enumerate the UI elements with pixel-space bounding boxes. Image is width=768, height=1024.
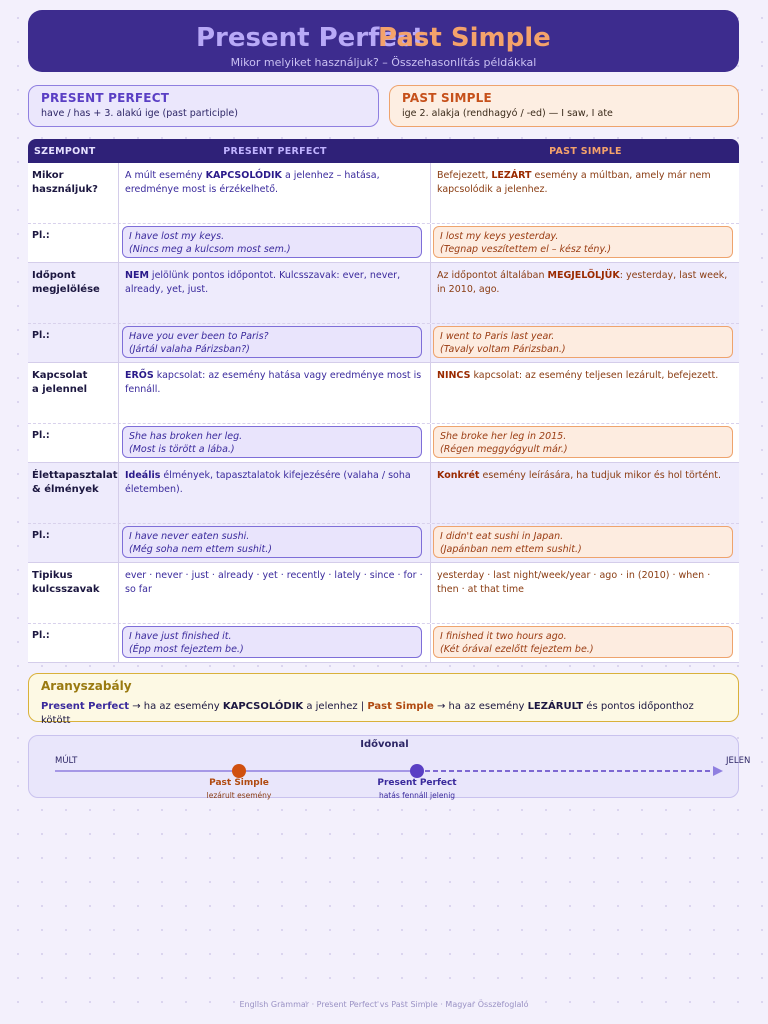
present-perfect-cell xyxy=(119,163,431,223)
aspect-label-line-1: Tipikus xyxy=(32,570,73,581)
example-label: Pl.: xyxy=(32,630,50,641)
aspect-label-line-2: a jelennel xyxy=(32,384,88,395)
pp-example-cell xyxy=(119,324,431,362)
ps-example-sentence: I lost my keys yesterday. xyxy=(440,231,559,242)
pp-example-sentence: Have you ever been to Paris? xyxy=(129,331,269,342)
header-past-simple: PAST SIMPLE xyxy=(549,146,622,157)
ps-example-box xyxy=(433,226,733,258)
pp-example-translation: (Épp most fejeztem be.) xyxy=(129,644,244,655)
present-perfect-cell xyxy=(119,463,431,523)
table-row xyxy=(28,463,739,524)
aspect-label-line-1: Mikor xyxy=(32,170,64,181)
ps-keyword: NINCS xyxy=(437,370,471,381)
ps-example-cell xyxy=(431,424,739,462)
example-row xyxy=(28,324,739,363)
present-perfect-cell xyxy=(119,363,431,423)
ps-keyword: LEZÁRT xyxy=(491,170,532,181)
aspect-cell xyxy=(28,163,119,223)
example-label-cell xyxy=(28,324,119,362)
rule-text-4: és pontos időponthoz kötött xyxy=(41,701,694,726)
pp-example-box xyxy=(122,426,422,458)
table-row xyxy=(28,263,739,324)
past-simple-definition-title: PAST SIMPLE xyxy=(402,91,492,105)
golden-rule-box xyxy=(28,673,739,726)
pp-example-box xyxy=(122,326,422,358)
ps-text-end: esemény a múltban, amely már nem kapcsolódik a jelenhez. xyxy=(437,170,711,195)
example-row xyxy=(28,524,739,563)
pp-example-cell xyxy=(119,424,431,462)
page-title xyxy=(28,22,739,58)
pp-keyword: ERŐS xyxy=(125,370,154,381)
timeline-present-perfect-sub: hatás fennáll jelenig xyxy=(378,791,456,800)
pp-example-cell xyxy=(119,524,431,562)
ps-example-cell xyxy=(431,224,739,262)
table-row xyxy=(28,163,739,224)
pp-text-end: jelölünk pontos időpontot. Kulcsszavak: ever, never, already, yet, just. xyxy=(125,270,401,295)
timeline-end-label: JELEN xyxy=(726,756,751,766)
pp-text-end: élmények, tapasztalatok kifejezésére (valaha / soha életemben). xyxy=(125,470,411,495)
aspect-cell xyxy=(28,463,119,523)
ps-example-sentence: I finished it two hours ago. xyxy=(440,631,567,642)
timeline-title: Idővonal xyxy=(360,739,409,750)
title-present-perfect: Present Perfect xyxy=(196,23,425,53)
pp-text-start: A múlt esemény xyxy=(125,170,206,181)
timeline-arrow-icon xyxy=(713,766,723,776)
aspect-label-line-2: megjelölése xyxy=(32,284,100,295)
pp-example-sentence: I have just finished it. xyxy=(129,631,232,642)
ps-example-sentence: I went to Paris last year. xyxy=(440,331,555,342)
rule-keyword-1: KAPCSOLÓDIK xyxy=(222,701,304,712)
pp-example-translation: (Jártál valaha Párizsban?) xyxy=(129,344,250,355)
ps-example-translation: (Régen meggyógyult már.) xyxy=(440,444,568,455)
rule-past-simple-label: Past Simple xyxy=(367,701,434,712)
pp-example-box xyxy=(122,226,422,258)
aspect-label-line-2: kulcsszavak xyxy=(32,584,100,595)
comparison-table-header xyxy=(28,139,739,163)
past-simple-cell xyxy=(431,363,739,423)
timeline-box xyxy=(28,735,751,800)
present-perfect-definition xyxy=(28,85,379,127)
page-header xyxy=(28,10,739,72)
example-label-cell xyxy=(28,524,119,562)
ps-example-cell xyxy=(431,524,739,562)
ps-example-sentence: She broke her leg in 2015. xyxy=(440,431,567,442)
ps-example-cell xyxy=(431,624,739,662)
present-perfect-cell xyxy=(119,563,431,623)
past-simple-cell xyxy=(431,163,739,223)
golden-rule-title: Aranyszabály xyxy=(41,679,132,693)
present-perfect-definition-title: PRESENT PERFECT xyxy=(41,91,170,105)
pp-example-translation: (Most is törött a lába.) xyxy=(129,444,235,455)
aspect-cell xyxy=(28,263,119,323)
pp-example-sentence: I have lost my keys. xyxy=(129,231,225,242)
ps-text-end: esemény leírására, ha tudjuk mikor és hol történt. xyxy=(479,470,721,481)
ps-keyword: MEGJELÖLJÜK xyxy=(547,270,620,281)
ps-example-translation: (Tavaly voltam Párizsban.) xyxy=(440,344,566,355)
past-simple-cell xyxy=(431,263,739,323)
example-label-cell xyxy=(28,224,119,262)
example-row xyxy=(28,224,739,263)
pp-text-end: a jelenhez – hatása, eredménye most is érzékelhető. xyxy=(125,170,380,195)
ps-example-translation: (Két órával ezelőtt fejeztem be.) xyxy=(440,644,594,655)
ps-example-cell xyxy=(431,324,739,362)
example-row xyxy=(28,624,739,663)
ps-keyword: Konkrét xyxy=(437,470,480,481)
ps-example-translation: (Japánban nem ettem sushit.) xyxy=(440,544,582,555)
example-label: Pl.: xyxy=(32,330,50,341)
ps-text-start: Az időpontot általában xyxy=(437,270,548,281)
pp-text-start: ever · never · just · already · yet · recently · lately · since · for · so far xyxy=(125,570,423,595)
rule-text-2: a jelenhez | xyxy=(303,701,368,712)
pp-example-sentence: I have never eaten sushi. xyxy=(129,531,250,542)
example-label: Pl.: xyxy=(32,230,50,241)
past-simple-cell xyxy=(431,463,739,523)
rule-keyword-2: LEZÁRULT xyxy=(527,701,584,712)
aspect-label-line-1: Élettapasztalat xyxy=(32,470,118,481)
rule-text-1: → ha az esemény xyxy=(129,701,223,712)
present-perfect-formula: have / has + 3. alakú ige (past participle) xyxy=(41,108,238,119)
aspect-label-line-2: & élmények xyxy=(32,484,99,495)
pp-example-cell xyxy=(119,224,431,262)
present-perfect-marker xyxy=(410,764,424,778)
pp-example-cell xyxy=(119,624,431,662)
timeline-past-simple-label: Past Simple xyxy=(209,778,269,788)
rule-text-3: → ha az esemény xyxy=(433,701,528,712)
page-footer: English Grammar · Present Perfect vs Past Simple · Magyar Összefoglaló xyxy=(239,1000,529,1009)
rule-present-perfect-label: Present Perfect xyxy=(41,701,130,712)
ps-example-translation: (Tegnap veszítettem el – kész tény.) xyxy=(440,244,612,255)
aspect-label-line-2: használjuk? xyxy=(32,184,98,195)
golden-rule-text xyxy=(41,700,726,728)
past-simple-cell xyxy=(431,563,739,623)
page-subtitle: Mikor melyiket használjuk? – Összehasonlítás példákkal xyxy=(230,56,537,69)
ps-text-start: yesterday · last night/week/year · ago · in (2010) · when · then · at that time xyxy=(437,570,711,595)
table-row xyxy=(28,363,739,424)
ps-text-end: : yesterday, last week, in 2010, ago. xyxy=(437,270,728,295)
pp-example-box xyxy=(122,626,422,658)
ps-example-box xyxy=(433,326,733,358)
timeline-past-simple-sub: lezárult esemény xyxy=(206,791,272,800)
example-label-cell xyxy=(28,624,119,662)
example-row xyxy=(28,424,739,463)
table-row xyxy=(28,563,739,624)
aspect-label-line-1: Kapcsolat xyxy=(32,370,88,381)
title-past-simple: Past Simple xyxy=(378,23,551,53)
example-label: Pl.: xyxy=(32,530,50,541)
example-label: Pl.: xyxy=(32,430,50,441)
aspect-cell xyxy=(28,363,119,423)
pp-example-box xyxy=(122,526,422,558)
past-simple-definition xyxy=(389,85,739,127)
aspect-label-line-1: Időpont xyxy=(32,270,76,281)
present-perfect-cell xyxy=(119,263,431,323)
ps-example-box xyxy=(433,626,733,658)
ps-text-start: Befejezett, xyxy=(437,170,492,181)
pp-text-end: kapcsolat: az esemény hatása vagy eredménye most is fennáll. xyxy=(125,370,422,395)
ps-example-sentence: I didn't eat sushi in Japan. xyxy=(440,531,564,542)
pp-example-translation: (Nincs meg a kulcsom most sem.) xyxy=(129,244,291,255)
pp-example-sentence: She has broken her leg. xyxy=(129,431,243,442)
comparison-table-body xyxy=(28,163,739,663)
timeline-present-perfect-label: Present Perfect xyxy=(377,778,457,788)
example-label-cell xyxy=(28,424,119,462)
ps-text-end: kapcsolat: az esemény teljesen lezárult, befejezett. xyxy=(470,370,719,381)
ps-example-box xyxy=(433,426,733,458)
pp-keyword: KAPCSOLÓDIK xyxy=(205,170,282,181)
pp-keyword: NEM xyxy=(125,270,149,281)
pp-keyword: Ideális xyxy=(125,470,161,481)
past-simple-formula: ige 2. alakja (rendhagyó / -ed) — I saw, I ate xyxy=(402,108,613,119)
header-present-perfect: PRESENT PERFECT xyxy=(223,146,327,157)
aspect-cell xyxy=(28,563,119,623)
past-simple-marker xyxy=(232,764,246,778)
header-aspect: SZEMPONT xyxy=(34,146,96,157)
timeline-start-label: MÚLT xyxy=(55,756,78,766)
pp-example-translation: (Még soha nem ettem sushit.) xyxy=(129,544,273,555)
ps-example-box xyxy=(433,526,733,558)
